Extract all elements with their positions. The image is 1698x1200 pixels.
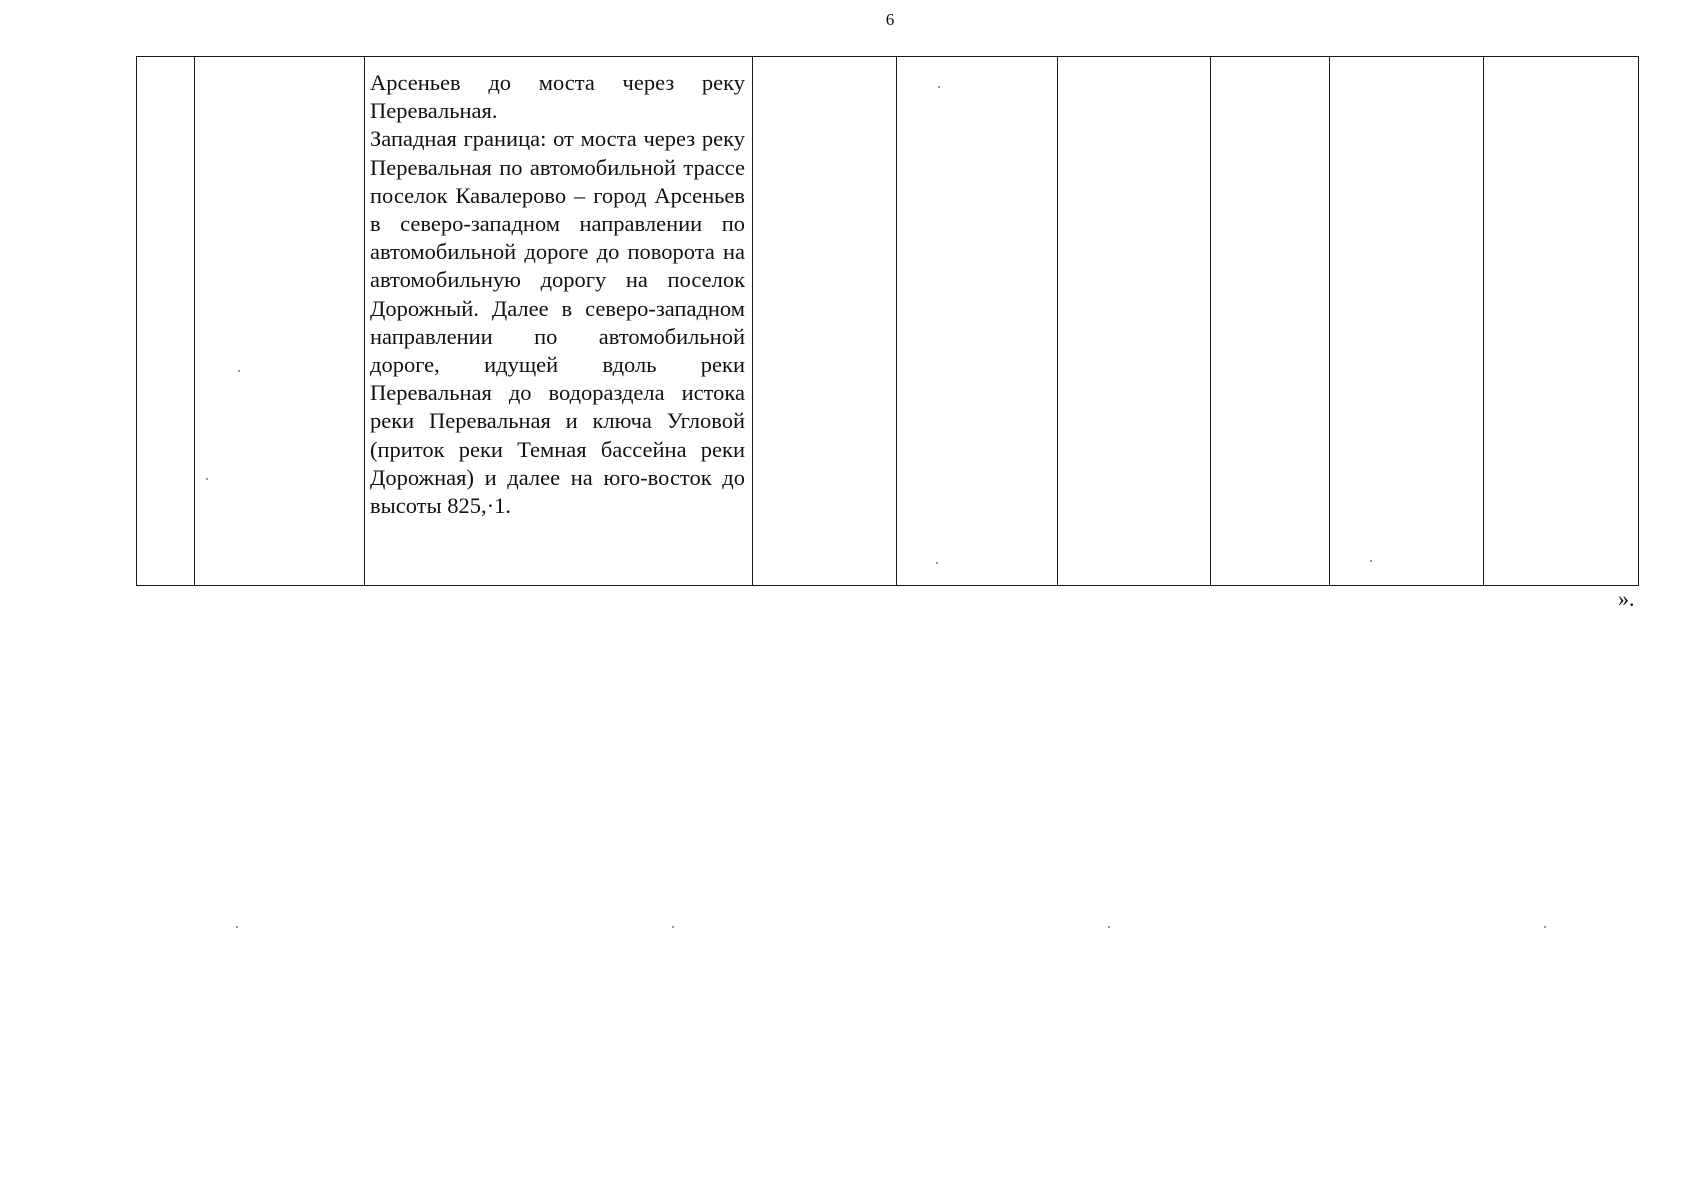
- scan-speck: [936, 562, 938, 564]
- table-cell-empty: [753, 57, 897, 586]
- scan-speck: [1544, 926, 1546, 928]
- description-paragraph: Западная граница: от моста через реку Перевальная по автомобильной трассе поселок Кавалерово – город Арсеньев в северо-западном направлении по автомобильной дороге до поворота на автомобильную дорогу на поселок Дорожный. Далее в северо-западном направлении по автомобильной дороге, идущей вдоль реки Перевальная до водораздела истока реки Перевальная и ключа Угловой (приток реки Темная бассейна реки Дорожная) и далее на юго-восток до высоты 825,·1.: [370, 126, 745, 519]
- table-cell-empty: [897, 57, 1058, 586]
- continuation-table-wrapper: [136, 56, 1639, 586]
- table-cell-boundary-description: [365, 57, 753, 586]
- scan-speck: [238, 370, 240, 372]
- table-cell-empty: [1330, 57, 1484, 586]
- scan-speck: [938, 86, 940, 88]
- scan-speck: [1108, 926, 1110, 928]
- closing-quote-mark: ».: [1618, 586, 1635, 611]
- scan-speck: [236, 926, 238, 928]
- page-number: 6: [885, 10, 895, 29]
- table-cell-number: [137, 57, 195, 586]
- scan-speck: [1370, 560, 1372, 562]
- table-row: [137, 57, 1639, 586]
- table-cell-name: [195, 57, 365, 586]
- continuation-table: [136, 56, 1639, 586]
- scan-speck: [206, 478, 208, 480]
- scan-speck: [672, 926, 674, 928]
- description-paragraph: Арсеньев до моста через реку Перевальная.: [370, 70, 745, 124]
- table-cell-empty: [1211, 57, 1330, 586]
- table-cell-empty: [1484, 57, 1639, 586]
- table-cell-empty: [1058, 57, 1211, 586]
